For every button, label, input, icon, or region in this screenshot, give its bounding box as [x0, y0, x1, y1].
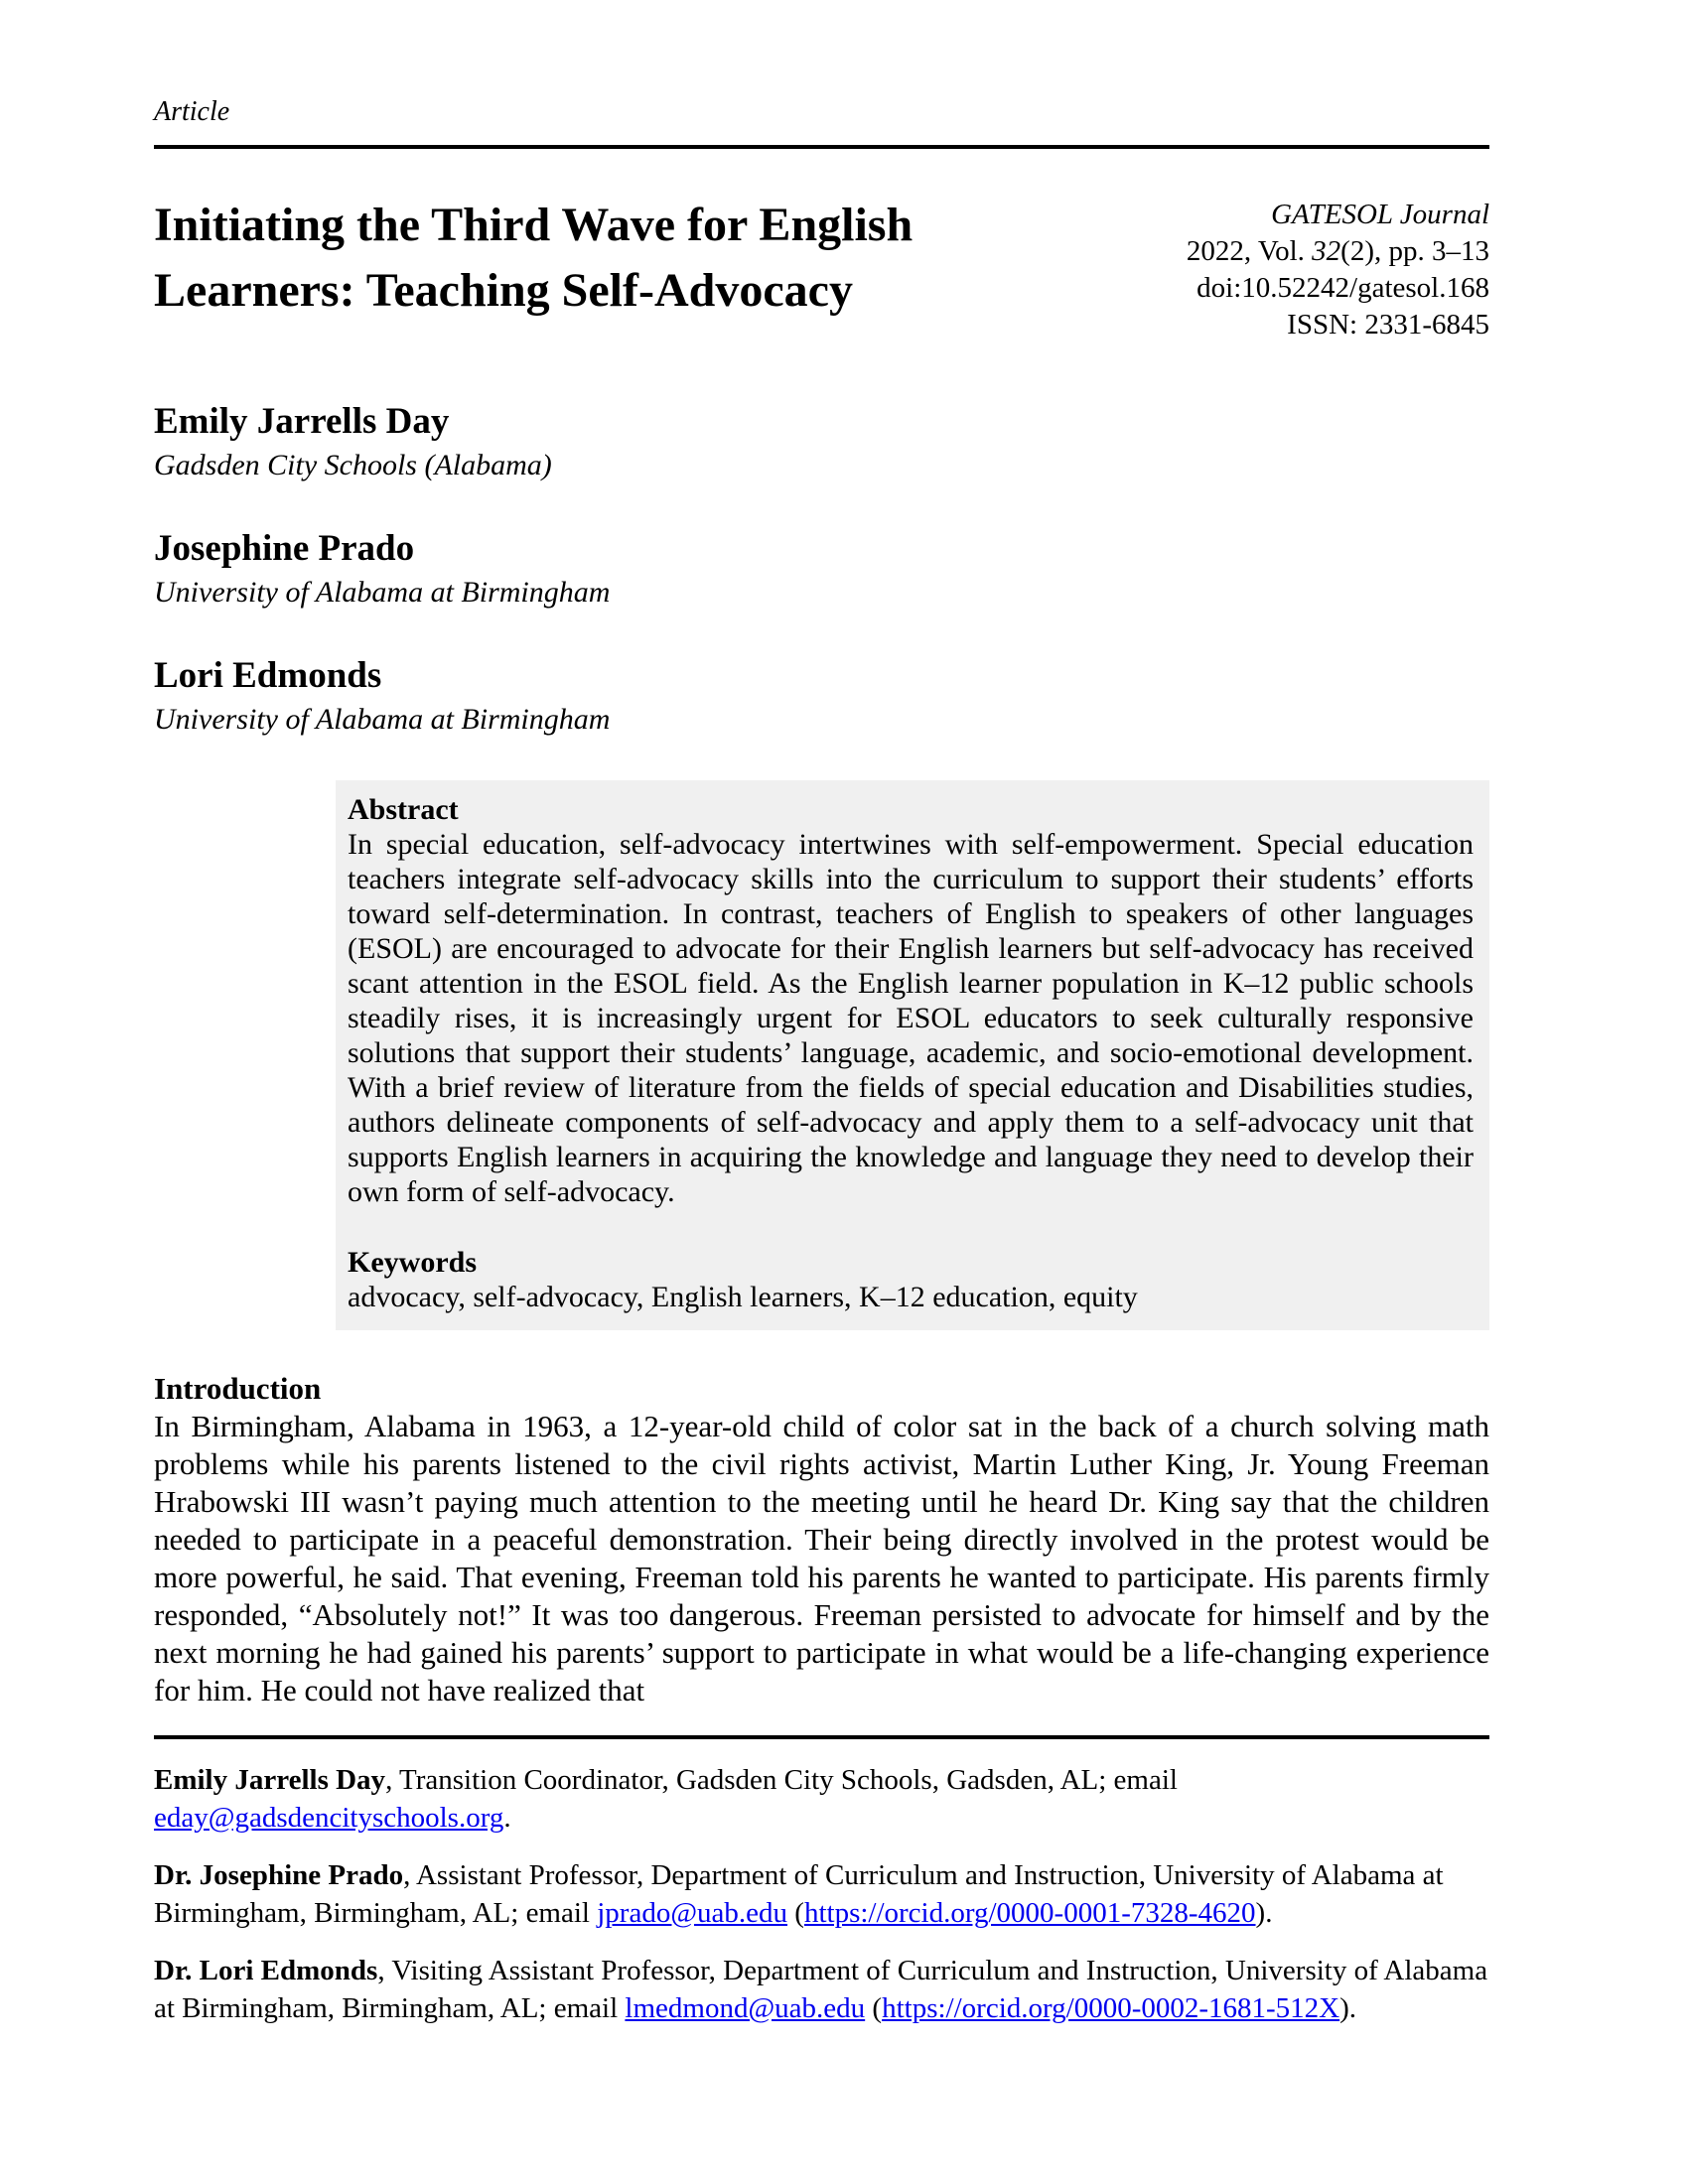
footnote-text: (	[787, 1897, 804, 1929]
header-rule	[154, 145, 1489, 149]
footnote-text: , Visiting Assistant Professor, Department of Curriculum and Instruction, University of Alabama at Birmingham, Birmingham, AL; email	[154, 1955, 1488, 2024]
footnote-text: , Assistant Professor, Department of Curriculum and Instruction, University of Alabama at Birmingham, Birmingham, AL; email	[154, 1859, 1444, 1929]
abstract-box	[336, 780, 1489, 1330]
footnote-author-name: Dr. Lori Edmonds	[154, 1955, 378, 1986]
journal-volume-line: 2022, Vol. 32(2), pp. 3–13	[1186, 235, 1489, 267]
introduction-paragraph: In Birmingham, Alabama in 1963, a 12-year-old child of color sat in the back of a church solving math problems while his parents listened to the civil rights activist, Martin Luther King, Jr. Young Freeman Hrabowski III wasn’t paying much attention to the meeting until he heard Dr. King say that the children needed to participate in a peaceful demonstration. Their being directly involved in the protest would be more powerful, he said. That evening, Freeman told his parents he wanted to participate. His parents firmly responded, “Absolutely not!” It was too dangerous. Freeman persisted to advocate for himself and by the next morning he had gained his parents’ support to participate in what would be a life-changing experience for him. He could not have realized that	[154, 1409, 1489, 1707]
footnote-email-link[interactable]: lmedmond@uab.edu	[625, 1992, 866, 2024]
keywords-heading: Keywords	[348, 1246, 477, 1279]
footnote	[154, 1952, 1489, 2027]
footnote	[154, 1761, 1489, 1837]
abstract-heading: Abstract	[348, 793, 459, 826]
author-name: Emily Jarrells Day	[154, 401, 450, 442]
author-block	[154, 653, 1489, 739]
journal-volume-number: 32	[1312, 235, 1341, 267]
author-block	[154, 526, 1489, 612]
footnotes-section	[154, 1761, 1489, 2027]
journal-issn: ISSN: 2331-6845	[1287, 309, 1489, 341]
journal-doi: doi:10.52242/gatesol.168	[1196, 272, 1489, 304]
footnote	[154, 1856, 1489, 1932]
author-block	[154, 399, 1489, 484]
footnote-orcid-link[interactable]: https://orcid.org/0000-0001-7328-4620	[803, 1897, 1256, 1929]
title-row	[154, 193, 1489, 343]
footnote-text: (	[865, 1992, 883, 2024]
author-affiliation: Gadsden City Schools (Alabama)	[154, 449, 552, 481]
section-heading-introduction: Introduction	[154, 1371, 322, 1406]
footnote-orcid-link[interactable]: https://orcid.org/0000-0002-1681-512X	[882, 1992, 1340, 2024]
author-name: Josephine Prado	[154, 528, 415, 569]
footnote-email-link[interactable]: jprado@uab.edu	[597, 1897, 788, 1929]
author-list	[154, 399, 1489, 739]
author-name: Lori Edmonds	[154, 655, 382, 696]
footnote-email-link[interactable]: eday@gadsdencityschools.org	[154, 1802, 504, 1834]
footnote-text: .	[503, 1802, 511, 1834]
footnote-text: ).	[1255, 1897, 1273, 1929]
footnote-author-name: Dr. Josephine Prado	[154, 1859, 404, 1891]
author-affiliation: University of Alabama at Birmingham	[154, 576, 611, 609]
article-kicker: Article	[154, 96, 230, 127]
footnote-text: , Transition Coordinator, Gadsden City Schools, Gadsden, AL; email	[385, 1764, 1178, 1796]
journal-citation-block	[958, 193, 1489, 343]
abstract-text: In special education, self-advocacy intertwines with self-empowerment. Special education teachers integrate self-advocacy skills into the curriculum to support their students’ efforts toward self-determination. In contrast, teachers of English to speakers of other languages (ESOL) are encouraged to advocate for their English learners but self-advocacy has received scant attention in the ESOL field. As the English learner population in K–12 public schools steadily rises, it is increasingly urgent for ESOL educators to seek culturally responsive solutions that support their students’ language, academic, and socio-emotional development. With a brief review of literature from the fields of special education and Disabilities studies, authors delineate components of self-advocacy and apply them to a self-advocacy unit that supports English learners in acquiring the knowledge and language they need to develop their own form of self-advocacy.	[348, 828, 1474, 1208]
journal-name: GATESOL Journal	[1271, 199, 1489, 230]
footnote-author-name: Emily Jarrells Day	[154, 1764, 386, 1796]
footnote-rule	[154, 1735, 1489, 1739]
author-affiliation: University of Alabama at Birmingham	[154, 703, 611, 736]
keywords-list: advocacy, self-advocacy, English learners, K–12 education, equity	[348, 1281, 1138, 1313]
page-title: Initiating the Third Wave for English Learners: Teaching Self-Advocacy	[154, 199, 914, 317]
footnote-text: ).	[1339, 1992, 1357, 2024]
